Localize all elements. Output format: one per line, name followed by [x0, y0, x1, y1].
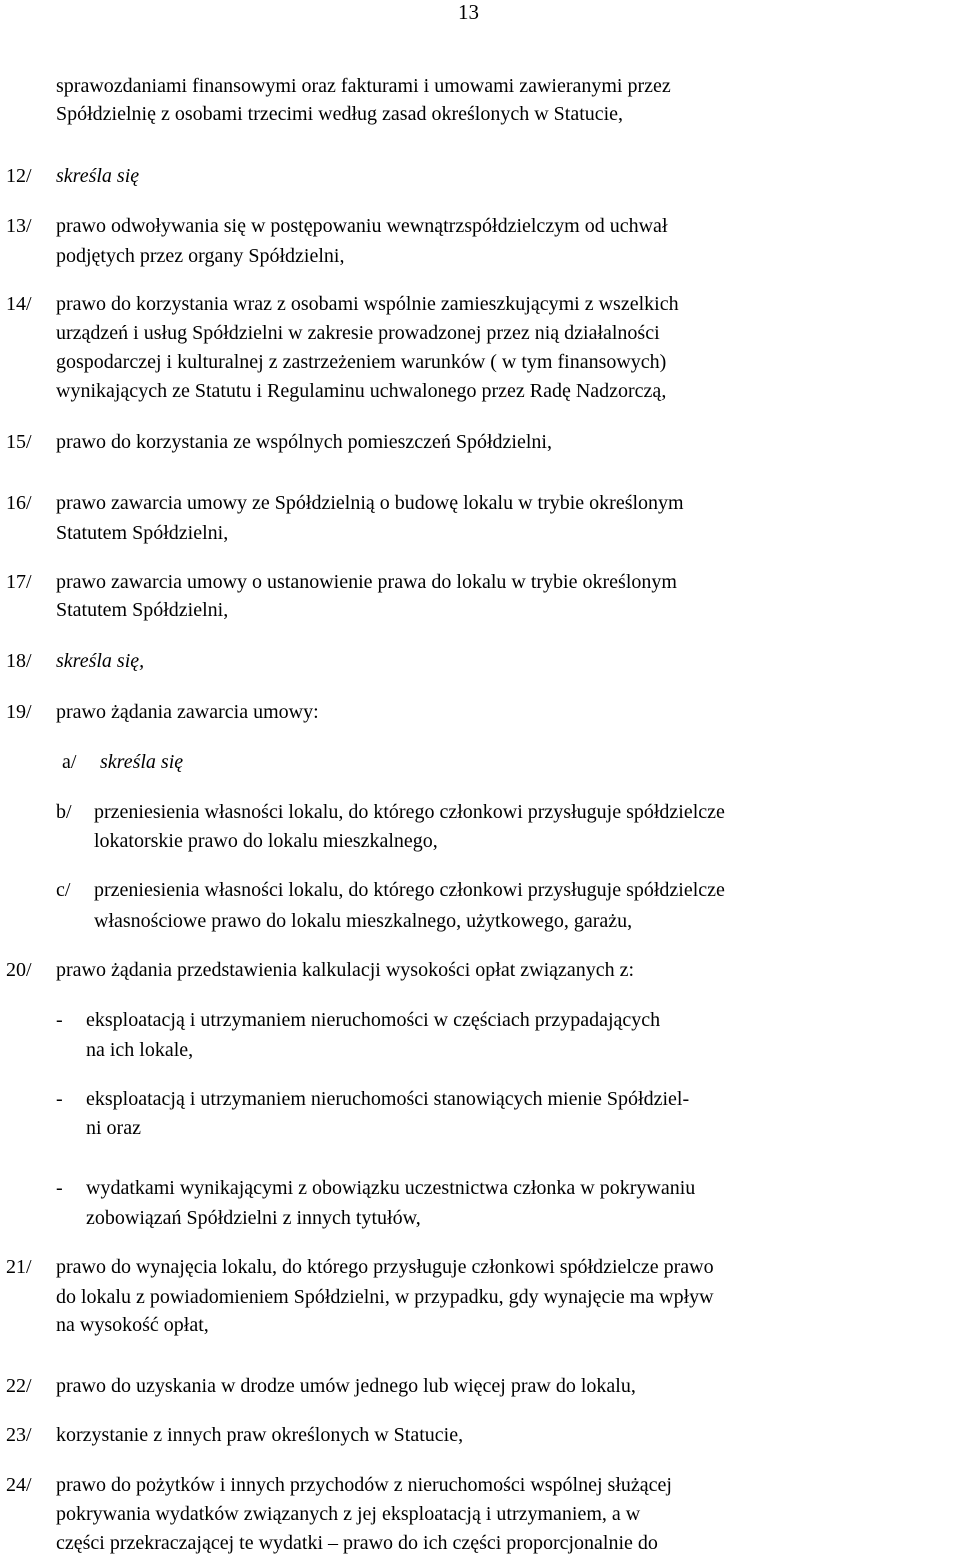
subitem-line: na ich lokale, [86, 1039, 194, 1061]
page-number: 13 [458, 0, 479, 24]
item-number: 13/ [6, 215, 32, 237]
item-line: pokrywania wydatków związanych z jej eksploatacją i utrzymaniem, a w [56, 1503, 641, 1525]
item-number: 19/ [6, 701, 32, 723]
subitem-line: eksploatacją i utrzymaniem nieruchomości stanowiących mienie Spółdziel- [86, 1088, 690, 1110]
item-line: prawo do uzyskania w drodze umów jednego lub więcej praw do lokalu, [56, 1375, 636, 1397]
item-number: 15/ [6, 431, 32, 453]
subitem-line [100, 750, 183, 774]
subitem-line: przeniesienia własności lokalu, do którego członkowi przysługuje spółdzielcze [94, 879, 725, 901]
item-number: 17/ [6, 571, 32, 593]
subitem-line: eksploatacją i utrzymaniem nieruchomości w częściach przypadających [86, 1009, 661, 1031]
subitem-line-italic: skreśla się [100, 751, 184, 773]
subitem-letter: c/ [56, 879, 71, 901]
subitem-dash: - [56, 1009, 63, 1031]
item-number: 14/ [6, 293, 32, 315]
subitem-line: własnościowe prawo do lokalu mieszkalnego, użytkowego, garażu, [94, 910, 633, 932]
subitem-dash: - [56, 1177, 63, 1199]
subitem-line: zobowiązań Spółdzielni z innych tytułów, [86, 1207, 421, 1229]
item-line-italic: skreśla się [56, 165, 140, 187]
item-line: gospodarczej i kulturalnej z zastrzeżeniem warunków ( w tym finansowych) [56, 351, 667, 373]
item-line: wynikających ze Statutu i Regulaminu uchwalonego przez Radę Nadzorczą, [56, 380, 667, 402]
item-line: prawo do pożytków i innych przychodów z nieruchomości wspólnej służącej [56, 1474, 672, 1496]
item-number: 24/ [6, 1474, 32, 1496]
item-number: 20/ [6, 959, 32, 981]
item-line: Statutem Spółdzielni, [56, 599, 229, 621]
item-line [56, 164, 139, 188]
item-line: prawo odwoływania się w postępowaniu wewnątrzspółdzielczym od uchwał [56, 215, 668, 237]
continuation-line: sprawozdaniami finansowymi oraz fakturami i umowami zawieranymi przez [56, 75, 671, 97]
subitem-dash: - [56, 1088, 63, 1110]
item-number: 16/ [6, 492, 32, 514]
item-number: 22/ [6, 1375, 32, 1397]
continuation-line: Spółdzielnię z osobami trzecimi według zasad określonych w Statucie, [56, 103, 624, 125]
item-line: urządzeń i usług Spółdzielni w zakresie prowadzonej przez nią działalności [56, 322, 660, 344]
item-line: podjętych przez organy Spółdzielni, [56, 245, 345, 267]
item-line [56, 649, 144, 673]
item-line: korzystanie z innych praw określonych w Statucie, [56, 1424, 464, 1446]
subitem-line: lokatorskie prawo do lokalu mieszkalnego, [94, 830, 438, 852]
item-line: Statutem Spółdzielni, [56, 522, 229, 544]
item-number: 18/ [6, 650, 32, 672]
item-line: prawo żądania zawarcia umowy: [56, 701, 319, 723]
item-line: prawo żądania przedstawienia kalkulacji wysokości opłat związanych z: [56, 959, 635, 981]
subitem-line: ni oraz [86, 1117, 141, 1139]
item-number: 12/ [6, 165, 32, 187]
item-line: na wysokość opłat, [56, 1314, 209, 1336]
item-line: części przekraczającej te wydatki – prawo do ich części proporcjonalnie do [56, 1532, 658, 1554]
subitem-line: wydatkami wynikającymi z obowiązku uczestnictwa członka w pokrywaniu [86, 1177, 696, 1199]
item-line: prawo do korzystania ze wspólnych pomieszczeń Spółdzielni, [56, 431, 552, 453]
item-line-italic: skreśla się, [56, 650, 145, 672]
subitem-letter: a/ [62, 751, 77, 773]
item-line: prawo zawarcia umowy o ustanowienie prawa do lokalu w trybie określonym [56, 571, 677, 593]
subitem-line: przeniesienia własności lokalu, do którego członkowi przysługuje spółdzielcze [94, 801, 725, 823]
item-line: do lokalu z powiadomieniem Spółdzielni, w przypadku, gdy wynajęcie ma wpływ [56, 1286, 714, 1308]
item-line: prawo do korzystania wraz z osobami wspólnie zamieszkującymi z wszelkich [56, 293, 679, 315]
item-number: 23/ [6, 1424, 32, 1446]
item-number: 21/ [6, 1256, 32, 1278]
subitem-letter: b/ [56, 801, 72, 823]
item-line: prawo zawarcia umowy ze Spółdzielnią o budowę lokalu w trybie określonym [56, 492, 684, 514]
item-line: prawo do wynajęcia lokalu, do którego przysługuje członkowi spółdzielcze prawo [56, 1256, 714, 1278]
